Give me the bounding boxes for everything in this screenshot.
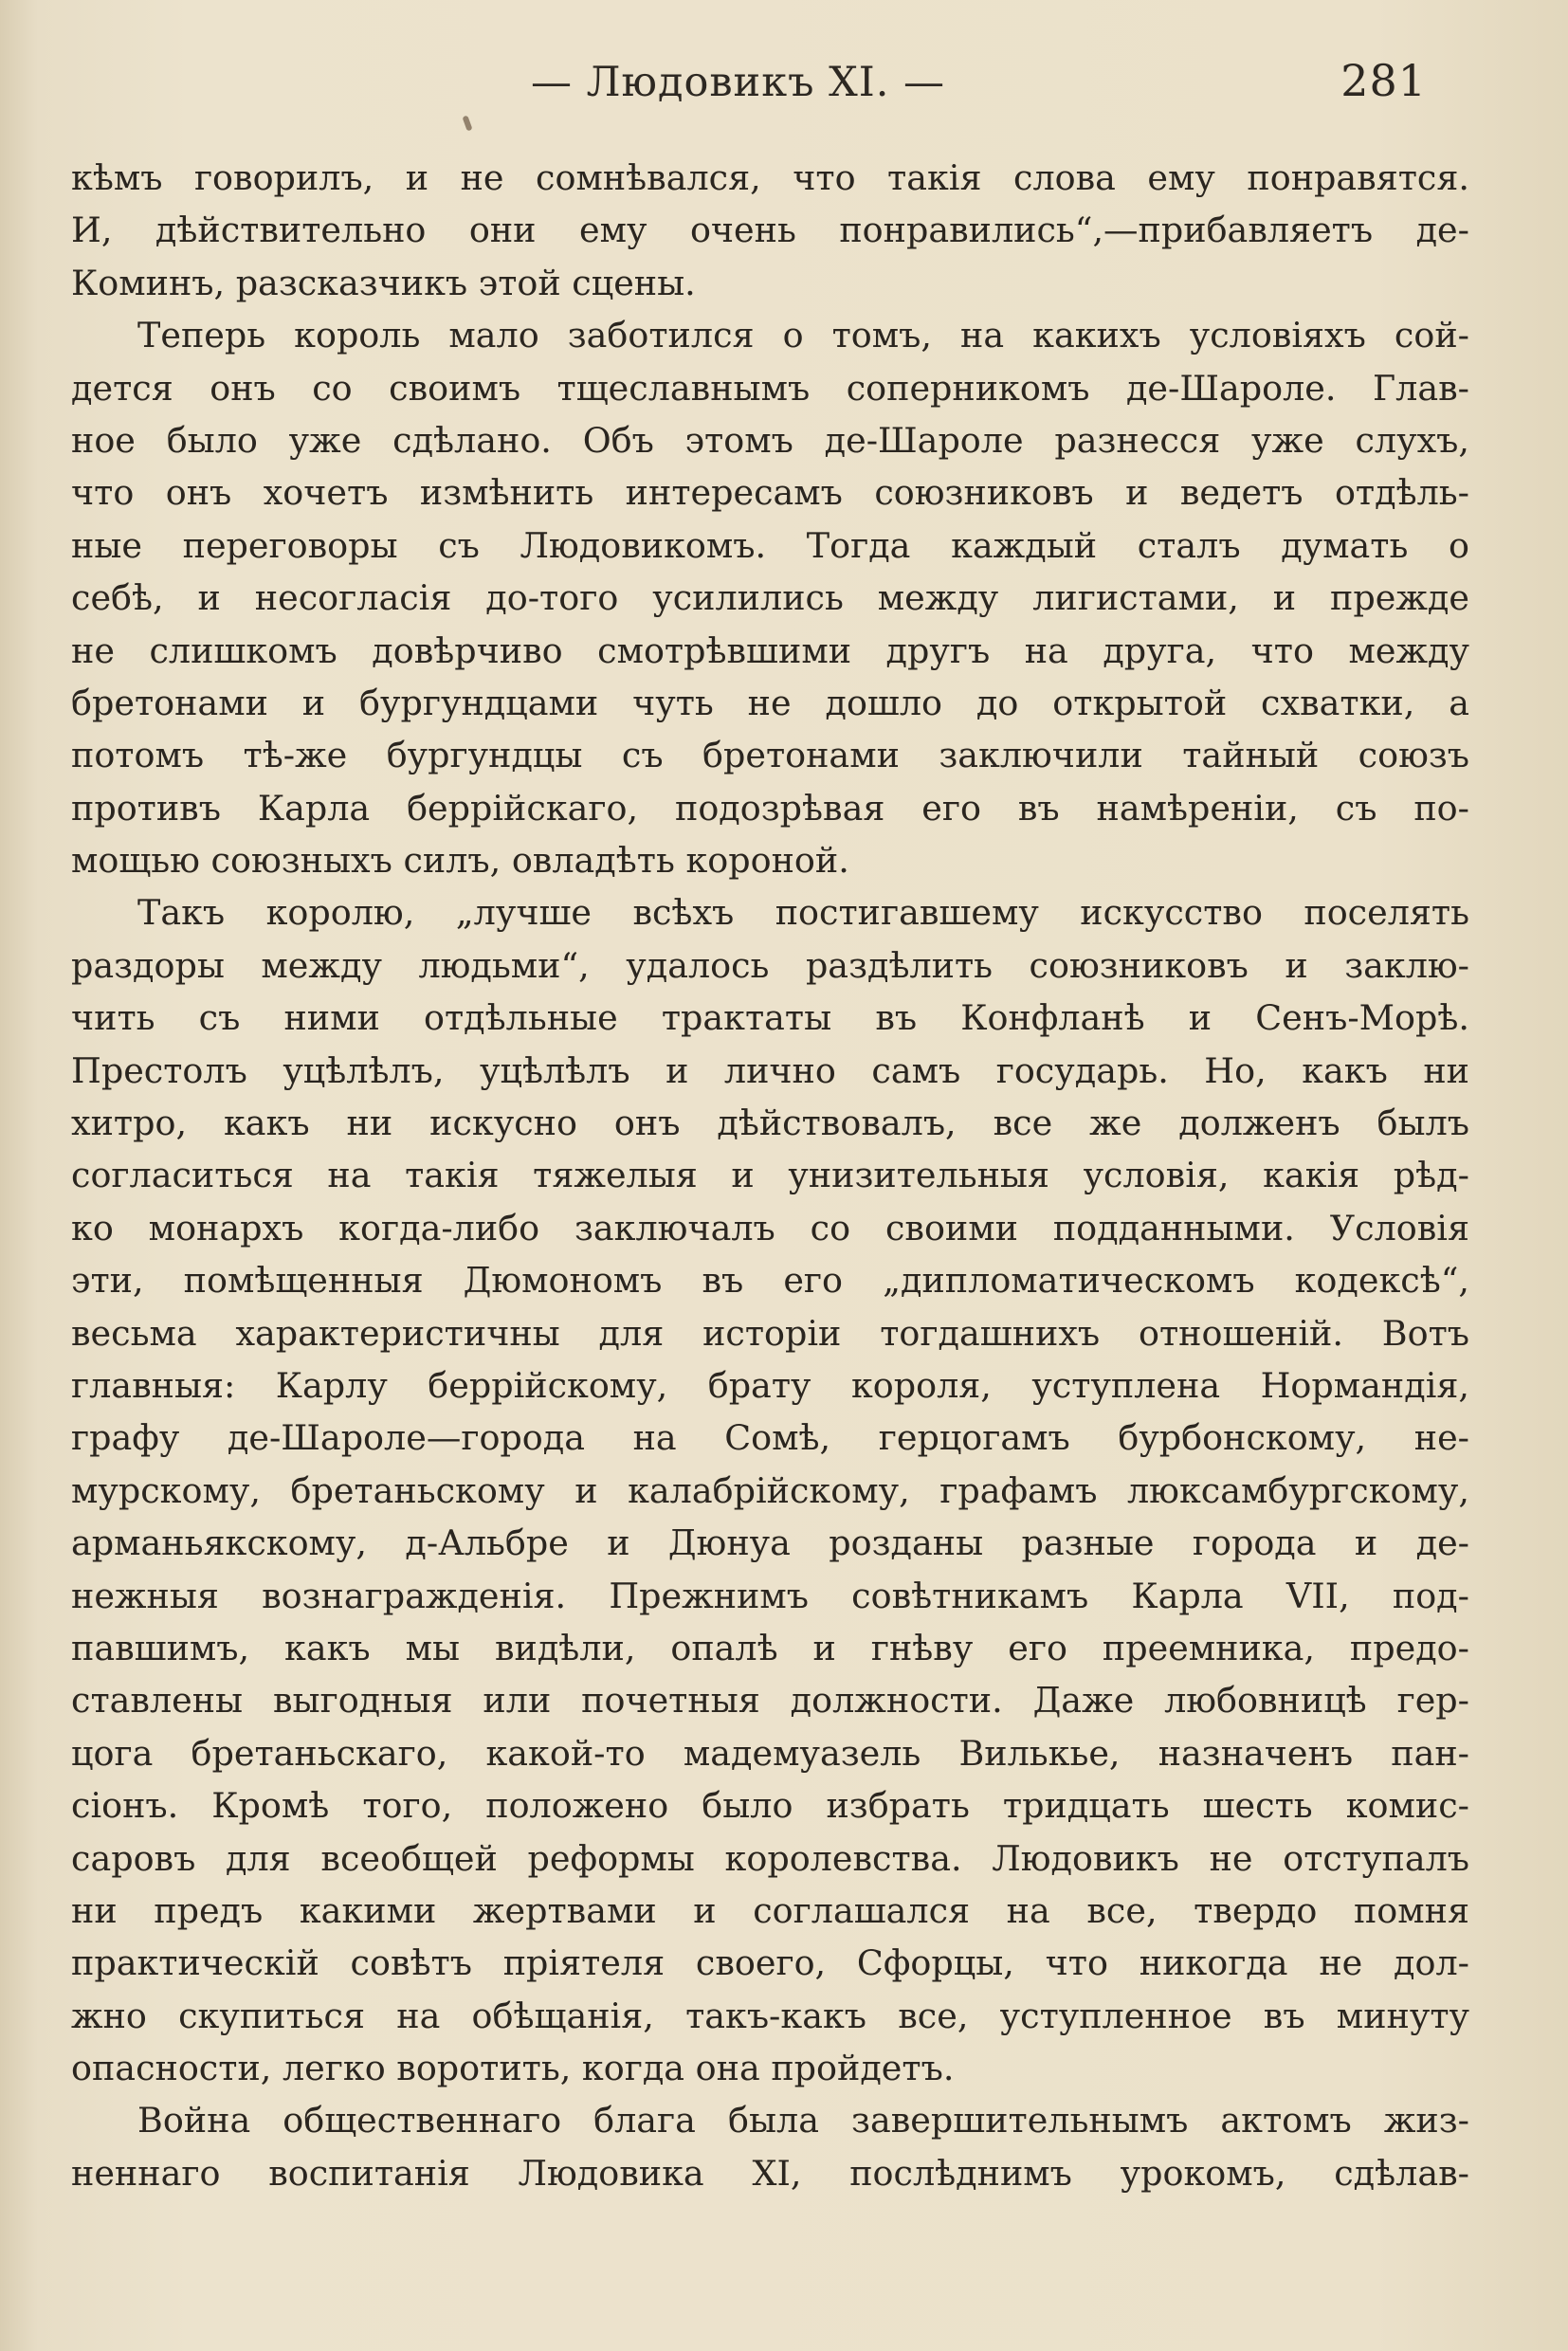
- text-line: весьма характеристичны для исторіи тогдашнихъ отношеній. Вотъ: [71, 1312, 1469, 1354]
- text-line: Теперь король мало заботился о томъ, на какихъ условіяхъ сой-: [137, 315, 1469, 356]
- page-number: 281: [1340, 55, 1427, 106]
- text-line: практическій совѣтъ пріятеля своего, Сфорцы, что никогда не дол-: [71, 1942, 1469, 1984]
- text-line: хитро, какъ ни искусно онъ дѣйствовалъ, все же долженъ былъ: [71, 1103, 1469, 1144]
- text-line: главныя: Карлу беррійскому, брату короля, уступлена Нормандія,: [71, 1364, 1469, 1406]
- text-line: ставлены выгодныя или почетныя должности. Даже любовницѣ гер-: [71, 1680, 1469, 1722]
- text-line: Коминъ, разсказчикъ этой сцены.: [71, 262, 696, 303]
- text-line: И, дѣйствительно они ему очень понравились“,—прибавляетъ де-: [71, 210, 1469, 251]
- text-line: жно скупиться на обѣщанія, такъ-какъ все, уступленное въ минуту: [71, 1995, 1469, 2036]
- text-line: мощью союзныхъ силъ, овладѣть короной.: [71, 840, 849, 882]
- text-line: не слишкомъ довѣрчиво смотрѣвшими другъ на друга, что между: [71, 629, 1469, 671]
- text-line: раздоры между людьми“, удалось раздѣлить союзниковъ и заклю-: [71, 944, 1469, 986]
- text-line: цога бретаньскаго, какой-то мадемуазель Вилькье, назначенъ пан-: [71, 1732, 1469, 1774]
- text-line: себѣ, и несогласія до-того усилились между лигистами, и прежде: [71, 577, 1469, 619]
- text-line: сіонъ. Кромѣ того, положено было избрать тридцать шесть комис-: [71, 1785, 1469, 1827]
- text-line: ни предъ какими жертвами и соглашался на все, твердо помня: [71, 1889, 1469, 1931]
- text-line: нежныя вознагражденія. Прежнимъ совѣтникамъ Карла VII, под-: [71, 1575, 1469, 1616]
- page-header: [71, 47, 1474, 114]
- ink-speck: [462, 115, 472, 131]
- text-line: Война общественнаго блага была завершительнымъ актомъ жиз-: [137, 2100, 1469, 2141]
- text-line: саровъ для всеобщей реформы королевства. Людовикъ не отступалъ: [71, 1837, 1469, 1879]
- text-line: ное было уже сдѣлано. Объ этомъ де-Шароле разнесся уже слухъ,: [71, 419, 1469, 461]
- text-line: мурскому, бретаньскому и калабрійскому, графамъ люксамбургскому,: [71, 1469, 1469, 1511]
- text-line: дется онъ со своимъ тщеславнымъ соперникомъ де-Шароле. Глав-: [71, 367, 1469, 409]
- text-line: бретонами и бургундцами чуть не дошло до открытой схватки, а: [71, 682, 1469, 723]
- text-line: кѣмъ говорилъ, и не сомнѣвался, что такія слова ему понравятся.: [71, 157, 1469, 198]
- text-line: ные переговоры съ Людовикомъ. Тогда каждый сталъ думать о: [71, 524, 1469, 566]
- text-line: неннаго воспитанія Людовика XI, послѣднимъ урокомъ, сдѣлав-: [71, 2152, 1469, 2194]
- text-line: согласиться на такія тяжелыя и унизительныя условія, какія рѣд-: [71, 1155, 1469, 1196]
- text-line: чить съ ними отдѣльные трактаты въ Конфланѣ и Сенъ-Морѣ.: [71, 997, 1469, 1039]
- text-line: опасности, легко воротить, когда она пройдетъ.: [71, 2048, 955, 2089]
- text-line: эти, помѣщенныя Дюмономъ въ его „дипломатическомъ кодексѣ“,: [71, 1260, 1469, 1302]
- text-line: павшимъ, какъ мы видѣли, опалѣ и гнѣву его преемника, предо-: [71, 1627, 1469, 1668]
- text-line: Престолъ уцѣлѣлъ, уцѣлѣлъ и лично самъ государь. Но, какъ ни: [71, 1049, 1469, 1091]
- text-line: арманьякскому, д-Альбре и Дюнуа розданы разные города и де-: [71, 1522, 1469, 1564]
- text-line: противъ Карла беррійскаго, подозрѣвая его въ намѣреніи, съ по-: [71, 787, 1469, 829]
- text-line: что онъ хочетъ измѣнить интересамъ союзниковъ и ведетъ отдѣль-: [71, 472, 1469, 514]
- body-text: [71, 152, 1469, 2199]
- running-title: — Людовикъ XI. —: [531, 59, 946, 106]
- text-line: Такъ королю, „лучше всѣхъ постигавшему искусство поселять: [137, 892, 1469, 934]
- text-line: потомъ тѣ-же бургундцы съ бретонами заключили тайный союзъ: [71, 735, 1469, 776]
- text-line: графу де-Шароле—города на Сомѣ, герцогамъ бурбонскому, не-: [71, 1417, 1469, 1459]
- text-line: ко монархъ когда-либо заключалъ со своими подданными. Условія: [71, 1207, 1469, 1248]
